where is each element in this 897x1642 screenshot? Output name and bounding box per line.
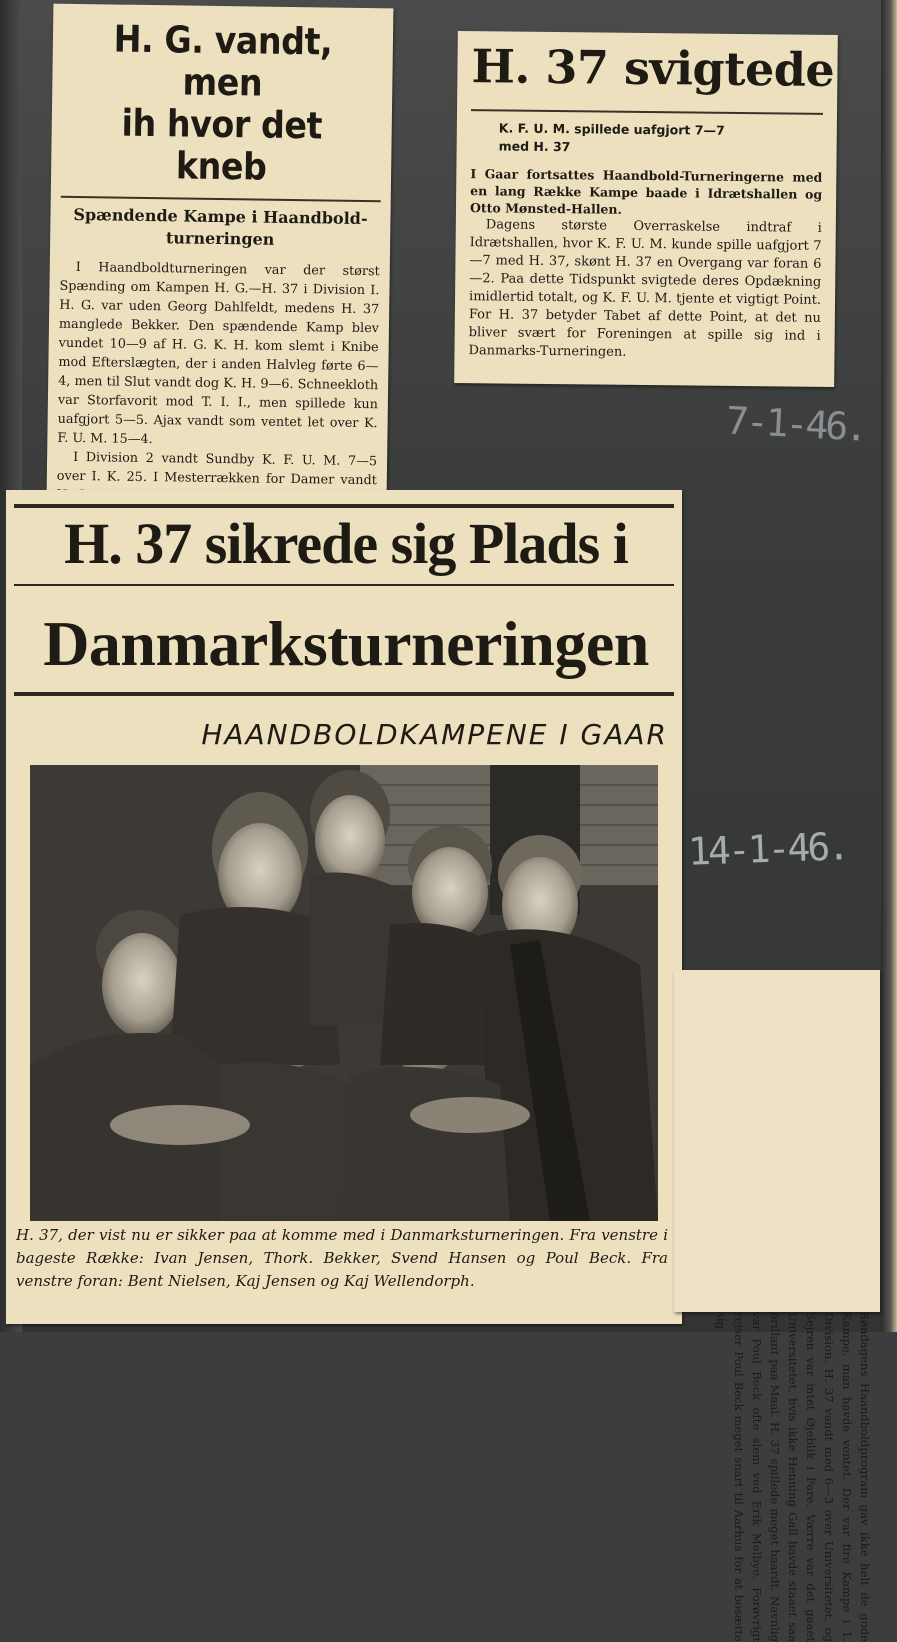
clipping-2-subheadline: [471, 109, 823, 159]
clipping-4-body: Søndagens Haandboldprogram gav ikke helt de gode Kampe, man havde ventet. Der var fire Kampe i 1. Division. H. 37 vandt med 6—3 over Universitetet, og Sejren var intet Øjeblik i Fare. Værre var det gaaet Universitetet, hvis ikke Henning Gall havde staaet saa brillant paa Maal. H. 37 spillede meget haardt. Navnlig var Poul Beck ofte slem ved Erik Melbye. Forøvrigt rejser Poul Beck meget snart til Aarhus for at bosætte sig: [714, 1312, 872, 1642]
paragraph: I Haandboldturneringen var der størst Spænding om Kampen H. G.—H. 37 i Division I. H. G. var uden Georg Dahlfeldt, medens H. 37 manglede Bekker. Den spændende Kamp blev vundet 10—9 af H. G. K. H. kom slemt i Knibe mod Efterslægten, der i anden Halvleg førte 6—4, men til Slut vandt dog K. H. 9—6. Schneekloth var Storfavorit mod T. I. I., men spillede kun uafgjort 5—5. Ajax vandt som ventet let over K. F. U. M. 15—4.: [57, 259, 380, 448]
clipping-1-subheadline: [60, 196, 381, 252]
handwritten-date: 7-1-46.: [724, 398, 867, 450]
clipping-2-headline: H. 37 svigtede: [471, 39, 835, 97]
rule-line: [14, 584, 674, 586]
subheadline-line: Spændende Kampe i Haandbold-: [73, 204, 368, 229]
handwritten-date: 14-1-46.: [687, 824, 848, 874]
subheadline-line: med H. 37: [498, 138, 571, 155]
clipping-h37-sikrede: [6, 490, 682, 1324]
clipping-2-body: [468, 216, 821, 364]
subheadline-line: K. F. U. M. spillede uafgjort 7—7: [498, 120, 725, 138]
album-page-right-edge: [881, 0, 897, 1332]
headline-line: ih hvor det kneb: [121, 101, 323, 189]
clipping-1-headline: [77, 18, 367, 190]
paragraph: I Division 2 vandt Sundby K. F. U. M. 7—5 over I. K. 25. I Mesterrækken for Damer vandt: [56, 449, 378, 489]
clipping-3-kicker: HAANDBOLDKAMPENE I GAAR: [201, 718, 668, 751]
clipping-sondagens-haandboldprogram: [674, 970, 880, 1642]
clipping-hg-vandt: [47, 4, 394, 501]
subheadline-line: turneringen: [165, 228, 275, 249]
headline-line: H. G. vandt, men: [113, 17, 333, 105]
clipping-3-headline-line2: Danmarksturneringen: [43, 608, 649, 679]
team-photo: [30, 765, 658, 1221]
team-photo-image: [30, 765, 658, 1221]
paragraph: Dagens største Overraskelse indtraf i Idrætshallen, hvor K. F. U. M. kunde spille uafgjort 7—7 med H. 37, skønt H. 37 en Overgang var foran 6—2. Paa dette Tidspunkt svigtede deres Opdækning imidlertid totalt, og K. F. U. M. tjente et vigtigt Point. For H. 37 betyder Tabet af dette Point, at det nu bliver svært for Foreningen at spille sig ind i Danmarks-Turneringen.: [468, 217, 822, 360]
clipping-h37-svigtede: [454, 31, 838, 387]
rule-line: [14, 692, 674, 696]
clipping-1-body: [56, 258, 379, 509]
clipping-3-headline-line1: H. 37 sikrede sig Plads i: [64, 511, 628, 576]
clipping-2-lead: I Gaar fortsattes Haandbold-Turneringerne med en lang Række Kampe baade i Idrætshallen og Otto Mønsted-Hallen.: [469, 166, 823, 217]
team-photo-caption: H. 37, der vist nu er sikker paa at komme med i Danmarksturneringen. Fra venstre i bageste Række: Ivan Jensen, Thork. Bekker, Svend Hansen og Poul Beck. Fra venstre foran: Bent Nielsen, Kaj Jensen og Kaj Wellendorph.: [16, 1226, 668, 1290]
